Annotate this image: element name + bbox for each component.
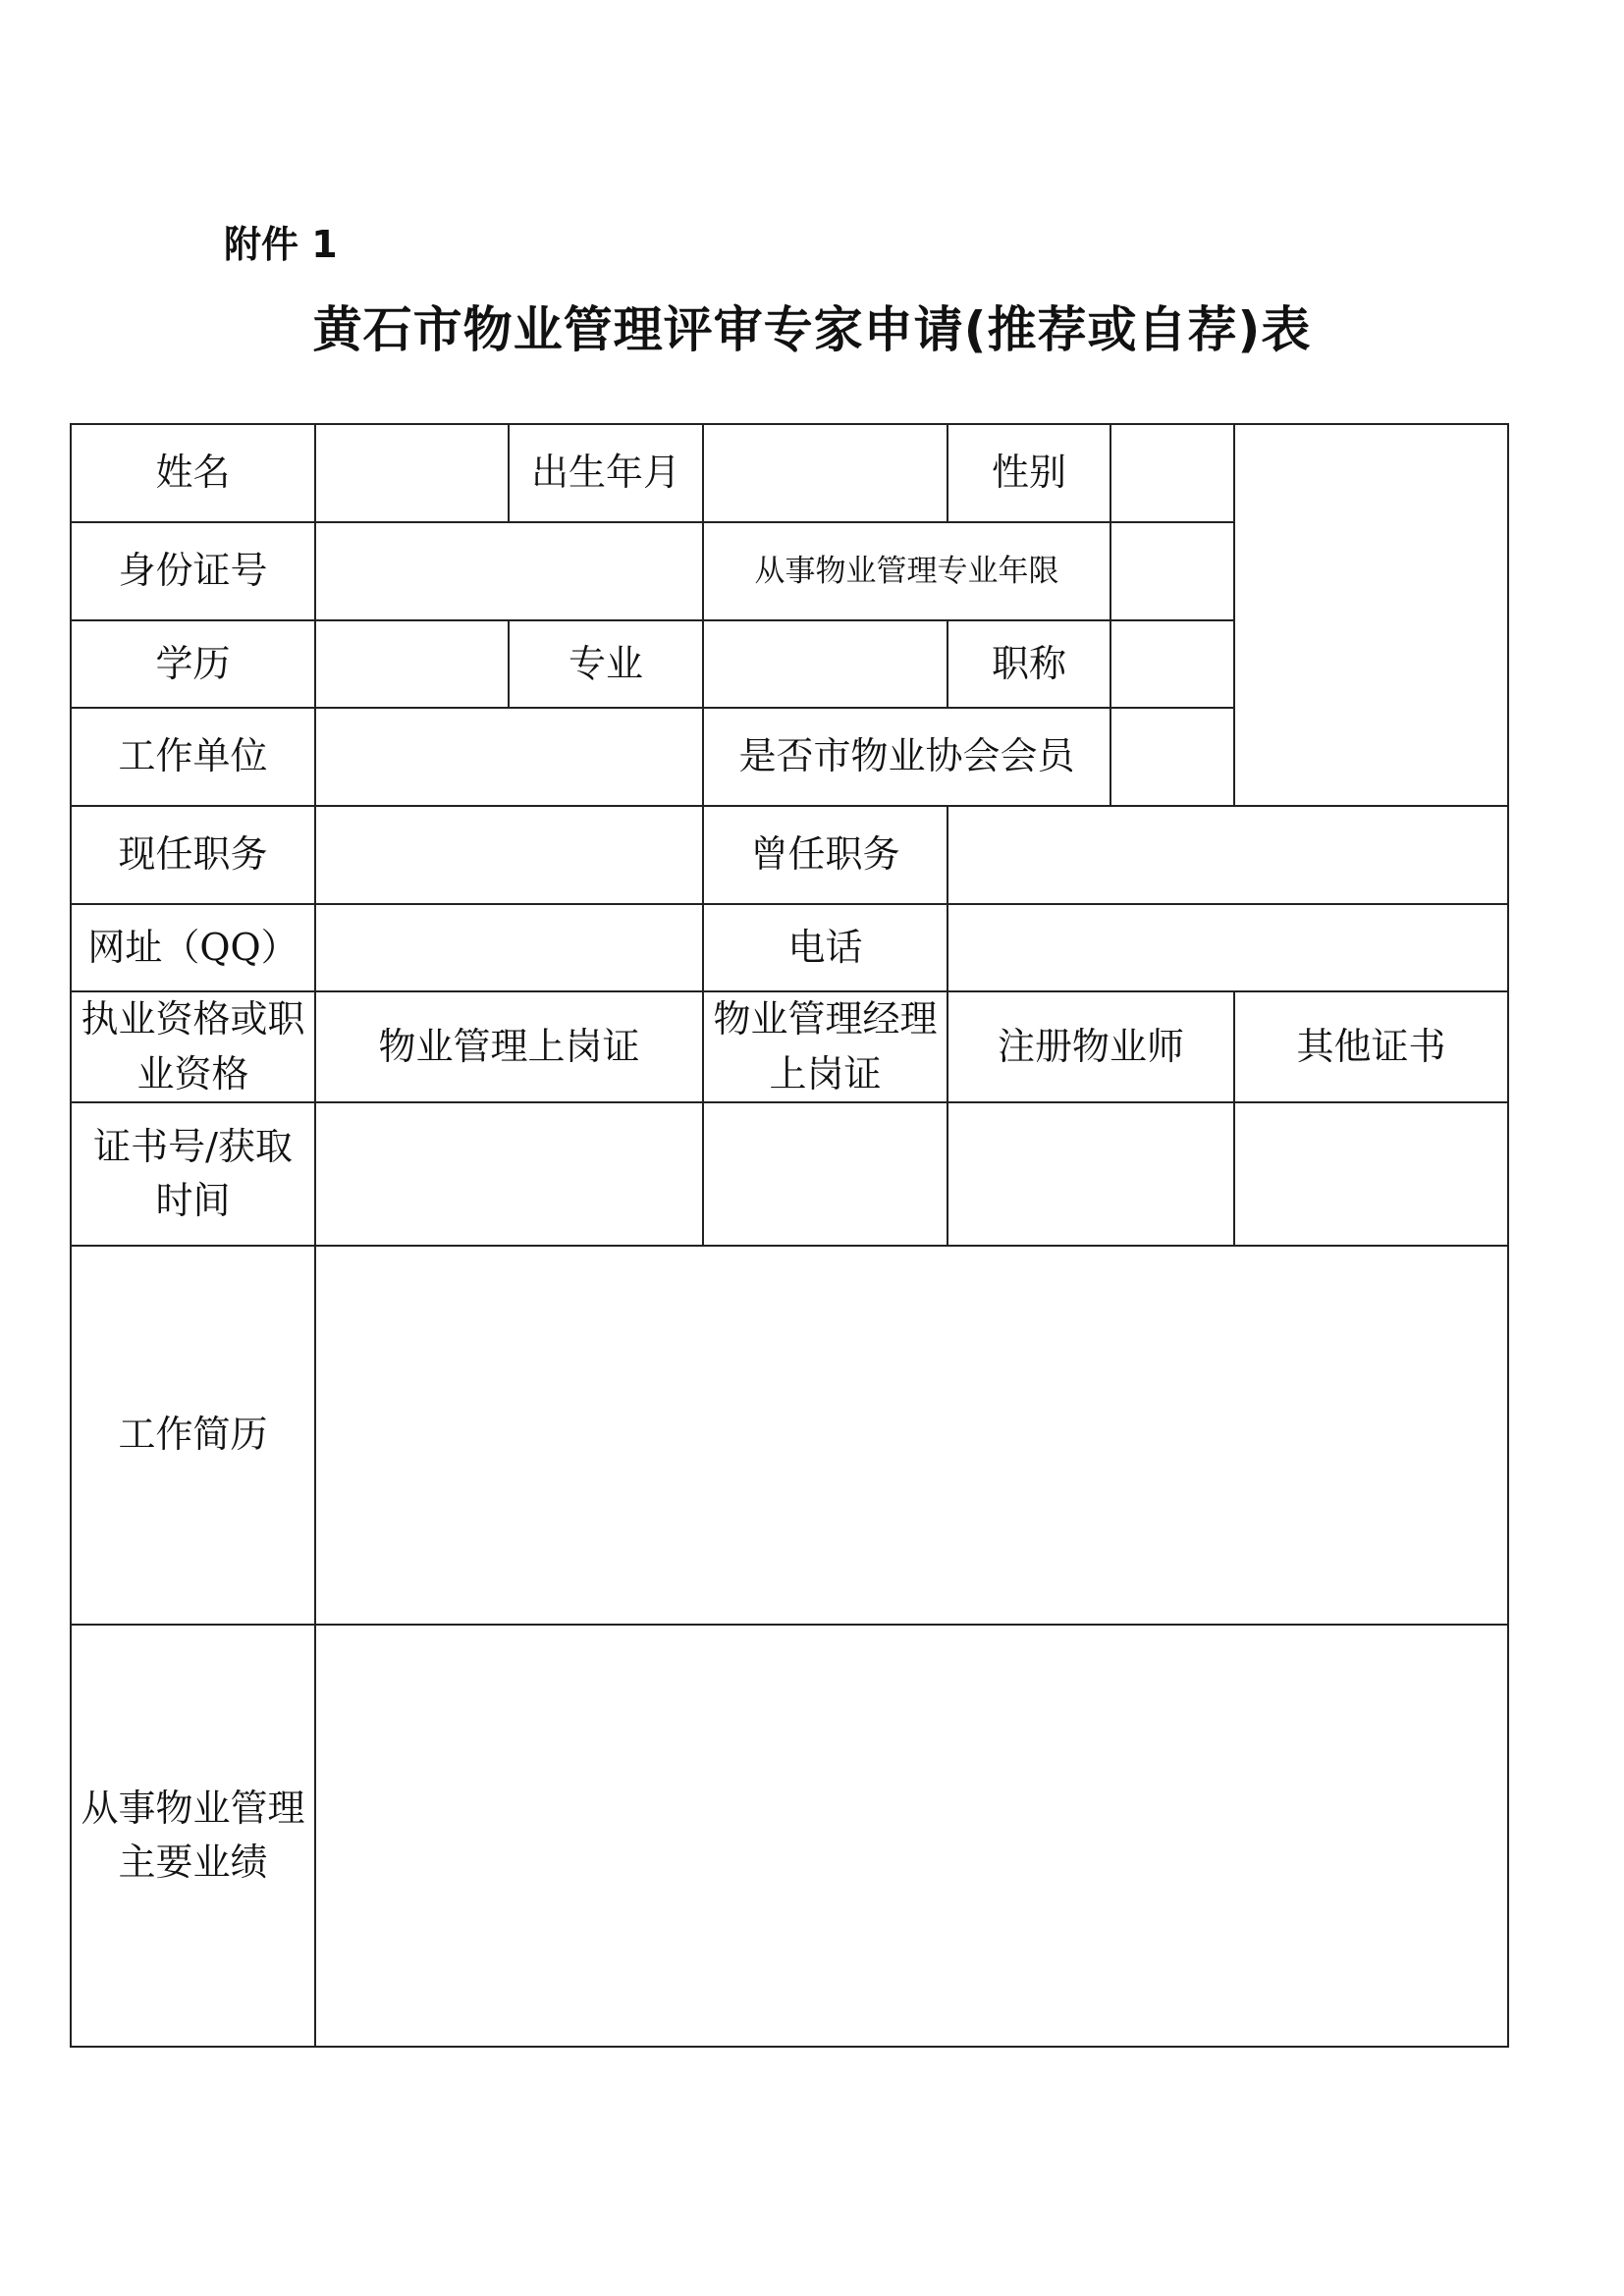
table-row — [71, 904, 1508, 991]
table-row — [71, 1246, 1508, 1625]
application-form-table — [70, 423, 1509, 2048]
employer-label: 工作单位 — [71, 708, 315, 806]
resume-field[interactable] — [315, 1246, 1508, 1625]
former-post-field[interactable] — [947, 806, 1508, 904]
achievements-label: 从事物业管理主要业绩 — [71, 1625, 315, 2047]
table-row — [71, 424, 1508, 522]
name-field[interactable] — [315, 424, 509, 522]
cert-2-header: 物业管理经理上岗证 — [703, 991, 947, 1102]
table-row — [71, 1102, 1508, 1246]
title-field[interactable] — [1110, 620, 1234, 708]
years-field[interactable] — [1110, 522, 1234, 620]
gender-field[interactable] — [1110, 424, 1234, 522]
title-label: 职称 — [947, 620, 1110, 708]
education-label: 学历 — [71, 620, 315, 708]
cert-4-field[interactable] — [1234, 1102, 1508, 1246]
major-label: 专业 — [509, 620, 703, 708]
education-field[interactable] — [315, 620, 509, 708]
phone-label: 电话 — [703, 904, 947, 991]
cert-no-label: 证书号/获取时间 — [71, 1102, 315, 1246]
years-label: 从事物业管理专业年限 — [703, 522, 1110, 620]
member-field[interactable] — [1110, 708, 1234, 806]
current-post-label: 现任职务 — [71, 806, 315, 904]
table-row — [71, 1625, 1508, 2047]
website-field[interactable] — [315, 904, 703, 991]
page-title: 黄石市物业管理评审专家申请(推荐或自荐)表 — [312, 301, 1312, 358]
table-row — [71, 991, 1508, 1102]
attachment-label: 附件 1 — [224, 223, 338, 266]
gender-label: 性别 — [947, 424, 1110, 522]
cert-4-header: 其他证书 — [1234, 991, 1508, 1102]
website-label: 网址（QQ） — [71, 904, 315, 991]
cert-1-header: 物业管理上岗证 — [315, 991, 703, 1102]
qualification-label: 执业资格或职业资格 — [71, 991, 315, 1102]
id-label: 身份证号 — [71, 522, 315, 620]
major-field[interactable] — [703, 620, 947, 708]
table-row — [71, 806, 1508, 904]
birth-field[interactable] — [703, 424, 947, 522]
achievements-field[interactable] — [315, 1625, 1508, 2047]
member-label: 是否市物业协会会员 — [703, 708, 1110, 806]
cert-3-header: 注册物业师 — [947, 991, 1234, 1102]
current-post-field[interactable] — [315, 806, 703, 904]
resume-label: 工作简历 — [71, 1246, 315, 1625]
cert-2-field[interactable] — [703, 1102, 947, 1246]
photo-area — [1234, 424, 1508, 806]
cert-3-field[interactable] — [947, 1102, 1234, 1246]
birth-label: 出生年月 — [509, 424, 703, 522]
phone-field[interactable] — [947, 904, 1508, 991]
cert-1-field[interactable] — [315, 1102, 703, 1246]
name-label: 姓名 — [71, 424, 315, 522]
employer-field[interactable] — [315, 708, 703, 806]
id-field[interactable] — [315, 522, 703, 620]
former-post-label: 曾任职务 — [703, 806, 947, 904]
